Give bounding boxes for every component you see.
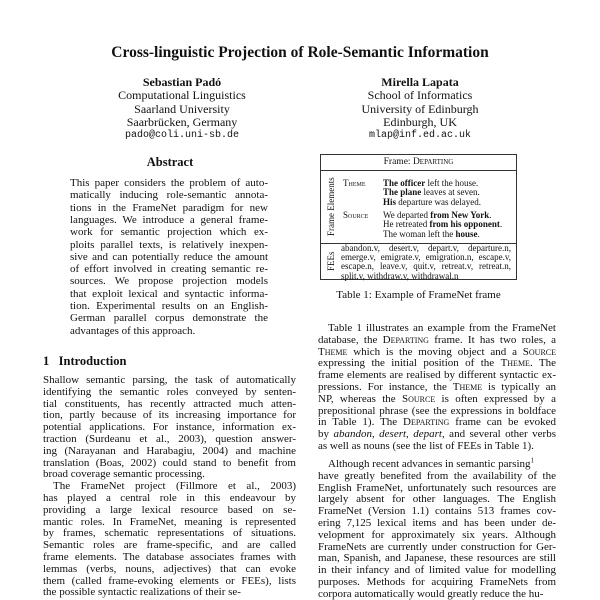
- footnote-mark: 1: [530, 456, 535, 465]
- text-line: frame elements. The database associates frames with: [43, 551, 296, 563]
- text-run: left the house.: [425, 178, 479, 188]
- text-run: ,: [406, 428, 414, 441]
- text-line: [318, 482, 556, 494]
- small-caps-text: Departing: [403, 416, 450, 429]
- text-line: potential applications. For instance, information ex-: [43, 421, 296, 434]
- text-line: Shallow semantic parsing, the task of automatically: [43, 374, 296, 386]
- author-loc: Saarbrücken, Germany: [126, 114, 238, 129]
- text-line: [328, 322, 556, 334]
- text-run: database, the: [318, 333, 383, 346]
- text-line: [318, 541, 556, 553]
- italic-text: depart: [413, 428, 442, 441]
- text-line: German parallel corpus demonstrate the: [70, 312, 268, 325]
- text-run: pressions. For instance, the: [318, 381, 453, 393]
- bold-text: The officer: [383, 178, 426, 188]
- italic-text: abandon: [333, 428, 372, 441]
- text-run: leaves at seven.: [421, 187, 480, 198]
- text-run: .: [499, 219, 503, 230]
- author-1: [62, 76, 302, 142]
- text-line: that exploit lexical and syntactic informa-: [70, 287, 268, 300]
- text-line: [318, 405, 556, 417]
- small-caps-text: Departing: [412, 157, 454, 167]
- section-number: 1: [43, 354, 50, 368]
- text-line: [318, 470, 556, 482]
- text-line: ing (Narayanan and Harabagiu, 2004) and machine: [43, 444, 296, 457]
- fee-line: escape.n, leave.v, quit.v, retreat.v, retreat.n,: [341, 261, 511, 272]
- text-run: FrameNets are currently under construction for Ger-: [318, 540, 556, 553]
- text-run: The woman left the: [383, 228, 456, 239]
- text-run: Table 1 illustrates an example from the FrameNet: [328, 322, 556, 334]
- text-line: identifying the semantic roles conveyed by senten-: [43, 385, 296, 398]
- text-line: of effort involved in creating semantic re-: [70, 263, 268, 276]
- table-divider: [321, 170, 516, 171]
- text-line: work for semantic projection which ex-: [70, 226, 268, 239]
- bold-text: house: [455, 228, 478, 239]
- text-run: , and several other verbs: [441, 428, 556, 441]
- section-title: Introduction: [58, 354, 127, 368]
- text-line: providing a large lexical resource based on se-: [43, 503, 296, 516]
- text-line: ploits parallel texts, is relatively inexpen-: [70, 238, 268, 251]
- text-line: The FrameNet project (Fillmore et al., 2003): [53, 480, 296, 493]
- role-label: Theme: [343, 178, 366, 188]
- role-label: Source: [343, 210, 369, 220]
- text-run: NP, whereas the: [318, 392, 402, 405]
- text-run: have greatly benefited from the availability of the: [318, 469, 556, 482]
- text-line: [318, 416, 556, 428]
- author-inst: Saarland University: [134, 101, 230, 116]
- table-caption: Table 1: Example of FrameNet frame: [336, 289, 501, 301]
- text-line: [318, 564, 556, 576]
- text-run: . The: [529, 357, 556, 370]
- role-example: [383, 230, 480, 239]
- italic-text: desert: [379, 428, 407, 441]
- small-caps-text: Theme: [452, 381, 483, 393]
- author-name: Mirella Lapata: [381, 75, 459, 89]
- text-line: [328, 458, 556, 470]
- text-run: man, Spanish, and Japanese, these resources are still: [318, 552, 556, 565]
- text-line: [318, 440, 556, 452]
- paper-title: Cross-linguistic Projection of Role-Semantic Information: [111, 44, 489, 61]
- text-line: them (called frame-evoking elements or FEEs), lists: [43, 574, 296, 587]
- small-caps-text: Departing: [382, 333, 429, 346]
- small-caps-text: Source: [402, 392, 436, 405]
- text-run: FrameNet (Version 1.1) contains 513 frames cov-: [318, 505, 556, 518]
- text-run: in Table 1). The: [318, 416, 404, 429]
- text-run: We departed: [383, 210, 431, 220]
- text-line: This paper considers the problem of auto-: [70, 177, 268, 189]
- text-run: purposes. Methods for acquiring FrameNets from: [318, 576, 556, 588]
- text-line: [318, 393, 556, 405]
- bold-text: from his opponent: [429, 219, 500, 230]
- text-line: [318, 493, 556, 505]
- author-inst: University of Edinburgh: [361, 101, 479, 116]
- text-line: matically inducing role-semantic annota-: [70, 189, 268, 202]
- text-line: [318, 346, 556, 358]
- text-run: frame elements are realised by different syntactic ex-: [318, 369, 556, 382]
- text-line: languages. We introduce a general frame-: [70, 213, 268, 226]
- text-line: traction (Surdeanu et al., 2003), question answer-: [43, 433, 296, 445]
- author-dept: Computational Linguistics: [118, 88, 246, 103]
- text-line: tial constituents, has recently attracted much atten-: [43, 397, 296, 410]
- bold-text: His: [383, 196, 397, 207]
- text-line: [318, 505, 556, 517]
- text-run: ,: [371, 428, 380, 441]
- text-run: ering 7,125 lexical items and has been under de-: [318, 517, 556, 529]
- text-run: as well as nouns (see the list of FEEs in Table 1).: [318, 440, 534, 452]
- text-line: [318, 334, 556, 346]
- fee-line: abandon.v, desert.v, depart.v, departure.n,: [341, 243, 511, 253]
- small-caps-text: Theme: [318, 345, 348, 358]
- text-run: departure was delayed.: [396, 196, 481, 207]
- text-line: by frames, schematic representations of situations.: [43, 527, 296, 540]
- text-run: which is the moving object and a: [347, 345, 523, 358]
- text-run: is often expressed by a: [435, 392, 556, 405]
- text-line: [318, 357, 556, 369]
- text-run: English FrameNet, unfortunately such resources are: [318, 481, 556, 494]
- small-caps-text: Theme: [500, 357, 530, 370]
- text-run: corpora automatically would greatly reduce the hu-: [318, 587, 544, 600]
- text-line: tion, partly because of its increasing importance for: [43, 409, 296, 422]
- text-line: advantages of this approach.: [70, 324, 196, 337]
- author-loc: Edinburgh, UK: [383, 114, 457, 129]
- text-line: Semantic roles are frame-specific, and are called: [43, 539, 296, 552]
- text-line: sources. We propose projection models: [70, 275, 268, 288]
- fee-line: split.v, withdraw.v, withdrawal.n: [341, 270, 459, 281]
- role-example: [383, 198, 481, 207]
- text-line: tions in the FrameNet paradigm for new: [70, 201, 268, 214]
- author-name: Sebastian Padó: [142, 75, 222, 89]
- text-line: [318, 369, 556, 381]
- author-email: pado@coli.uni-sb.de: [124, 130, 240, 142]
- text-run: prepositional phrase (see the expressions in boldface: [318, 404, 556, 417]
- text-run: frame. It has two roles, a: [428, 333, 556, 346]
- text-line: [318, 381, 556, 393]
- fees-label: FEEs: [326, 251, 336, 272]
- text-run: in their infancy and of limited value for modelling: [318, 564, 556, 577]
- fee-line: emerge.v, emigrate.v, emigration.n, escape.v,: [341, 252, 511, 263]
- bold-text: from New York: [430, 210, 490, 220]
- text-line: translation (Boas, 2002) could stand to benefit from: [43, 456, 296, 469]
- abstract-heading: Abstract: [146, 155, 194, 169]
- text-line: [318, 428, 556, 440]
- text-line: tion. Experimental results on an English-: [70, 300, 268, 312]
- text-line: mantic roles. In FrameNet, meaning is represented: [43, 515, 296, 528]
- text-line: has played a central role in this endeavour by: [43, 492, 296, 504]
- text-line: [318, 576, 556, 588]
- text-run: frame can be evoked: [449, 416, 556, 429]
- text-run: largely absent for other languages. The English: [318, 493, 556, 506]
- small-caps-text: Source: [522, 345, 556, 358]
- bold-text: The plane: [383, 187, 422, 198]
- text-line: [318, 552, 556, 564]
- text-run: Frame:: [383, 157, 413, 167]
- text-run: velopment for approximately six years. Although: [318, 528, 556, 541]
- frame-elements-label: Frame Elements: [326, 177, 336, 237]
- table-header: [321, 158, 516, 167]
- text-line: broad coverage semantic processing.: [43, 468, 205, 481]
- text-line: sive and can potentially reduce the amount: [70, 250, 268, 263]
- text-line: lemmas (verbs, nouns, adjectives) that can evoke: [43, 562, 296, 575]
- text-line: [318, 529, 556, 541]
- text-run: is typically an: [482, 381, 557, 393]
- text-line: [318, 517, 556, 529]
- text-run: Although recent advances in semantic parsing: [328, 458, 531, 470]
- author-2: [300, 76, 540, 142]
- section-heading: [43, 354, 126, 369]
- author-email: mlap@inf.ed.ac.uk: [368, 130, 472, 142]
- text-run: .: [477, 228, 480, 239]
- text-run: by: [318, 428, 334, 441]
- text-run: He retreated: [383, 219, 430, 230]
- text-line: the possible syntactic realizations of their se-: [43, 586, 241, 599]
- text-run: .: [489, 210, 492, 220]
- framenet-table: [320, 154, 517, 280]
- author-dept: School of Informatics: [367, 88, 473, 103]
- text-run: expressing the initial position of the: [318, 357, 501, 370]
- text-line: [318, 588, 556, 600]
